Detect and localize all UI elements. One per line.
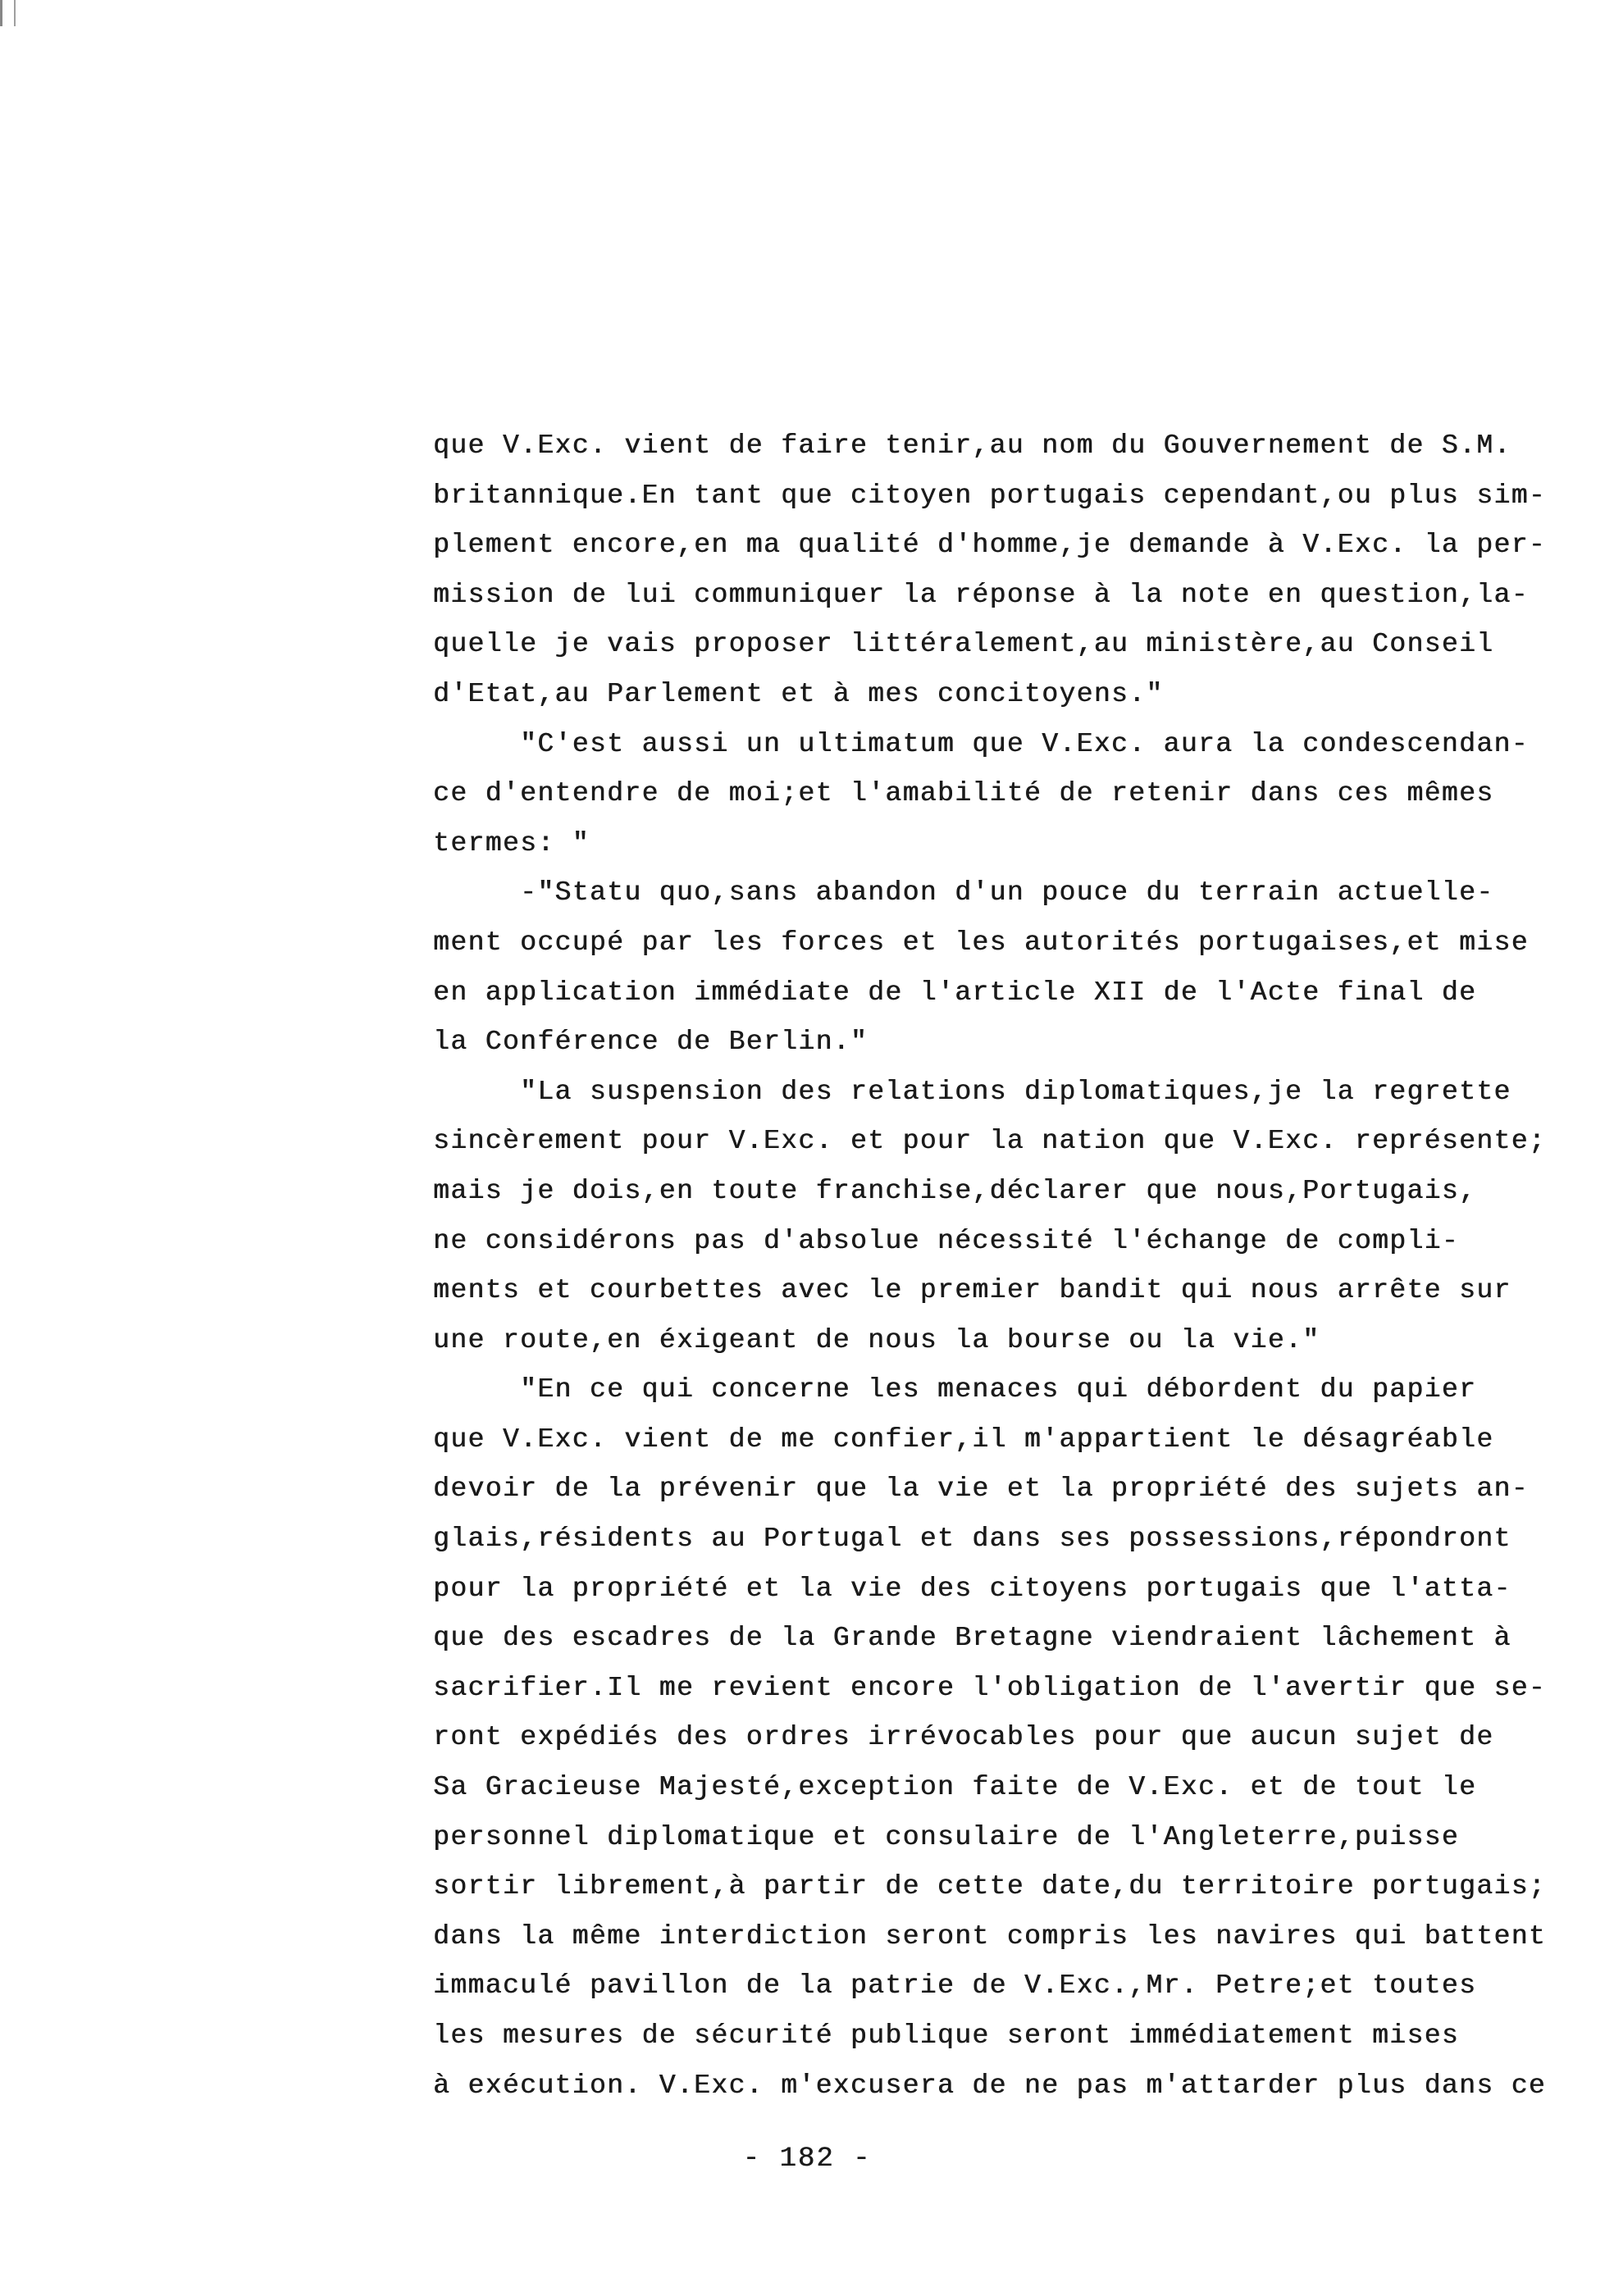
text-line: plement encore,en ma qualité d'homme,je demande à V.Exc. la per- <box>433 530 1547 561</box>
text-line: les mesures de sécurité publique seront immédiatement mises <box>433 2020 1459 2051</box>
body-text <box>433 421 1547 2111</box>
text-line: -"Statu quo,sans abandon d'un pouce du terrain actuelle- <box>433 877 1494 909</box>
text-line: une route,en éxigeant de nous la bourse ou la vie." <box>433 1324 1320 1355</box>
text-line: "C'est aussi un ultimatum que V.Exc. aura la condescendan- <box>433 728 1529 759</box>
text-line: ne considérons pas d'absolue nécessité l'échange de compli- <box>433 1225 1459 1256</box>
text-line: sacrifier.Il me revient encore l'obligation de l'avertir que se- <box>433 1672 1547 1703</box>
text-line: Sa Gracieuse Majesté,exception faite de V.Exc. et de tout le <box>433 1772 1477 1803</box>
text-line: termes: " <box>433 827 590 859</box>
text-line: mission de lui communiquer la réponse à la note en question,la- <box>433 579 1529 610</box>
page-number: - 182 - <box>742 2143 872 2175</box>
text-line: mais je dois,en toute franchise,déclarer que nous,Portugais, <box>433 1175 1477 1206</box>
text-line: immaculé pavillon de la patrie de V.Exc.,Mr. Petre;et toutes <box>433 1970 1477 2002</box>
text-line: sincèrement pour V.Exc. et pour la nation que V.Exc. représente; <box>433 1126 1547 1157</box>
text-line: sortir librement,à partir de cette date,du territoire portugais; <box>433 1871 1547 1902</box>
text-line: "La suspension des relations diplomatiques,je la regrette <box>433 1076 1511 1107</box>
text-line: que V.Exc. vient de me confier,il m'appartient le désagréable <box>433 1424 1494 1455</box>
text-line: glais,résidents au Portugal et dans ses possessions,répondront <box>433 1524 1511 1555</box>
text-line: à exécution. V.Exc. m'excusera de ne pas m'attarder plus dans ce <box>433 2070 1547 2101</box>
text-line: ments et courbettes avec le premier bandit qui nous arrête sur <box>433 1275 1511 1306</box>
text-line: pour la propriété et la vie des citoyens portugais que l'atta- <box>433 1573 1511 1604</box>
text-line: que des escadres de la Grande Bretagne viendraient lâchement à <box>433 1623 1511 1654</box>
scan-edge-mark <box>0 0 16 26</box>
text-line: "En ce qui concerne les menaces qui débordent du papier <box>433 1374 1477 1405</box>
text-line: britannique.En tant que citoyen portugais cependant,ou plus sim- <box>433 480 1547 511</box>
text-line: ment occupé par les forces et les autorités portugaises,et mise <box>433 927 1529 958</box>
text-line: la Conférence de Berlin." <box>433 1027 869 1058</box>
text-line: ront expédiés des ordres irrévocables pour que aucun sujet de <box>433 1722 1494 1753</box>
text-line: en application immédiate de l'article XII de l'Acte final de <box>433 977 1477 1008</box>
text-line: quelle je vais proposer littéralement,au ministère,au Conseil <box>433 629 1494 660</box>
text-line: devoir de la prévenir que la vie et la propriété des sujets an- <box>433 1474 1529 1505</box>
text-line: personnel diplomatique et consulaire de l'Angleterre,puisse <box>433 1821 1459 1852</box>
text-line: ce d'entendre de moi;et l'amabilité de retenir dans ces mêmes <box>433 778 1494 809</box>
text-line: dans la même interdiction seront compris les navires qui battent <box>433 1920 1547 1952</box>
text-line: que V.Exc. vient de faire tenir,au nom du Gouvernement de S.M. <box>433 430 1511 461</box>
text-line: d'Etat,au Parlement et à mes concitoyens." <box>433 678 1164 709</box>
